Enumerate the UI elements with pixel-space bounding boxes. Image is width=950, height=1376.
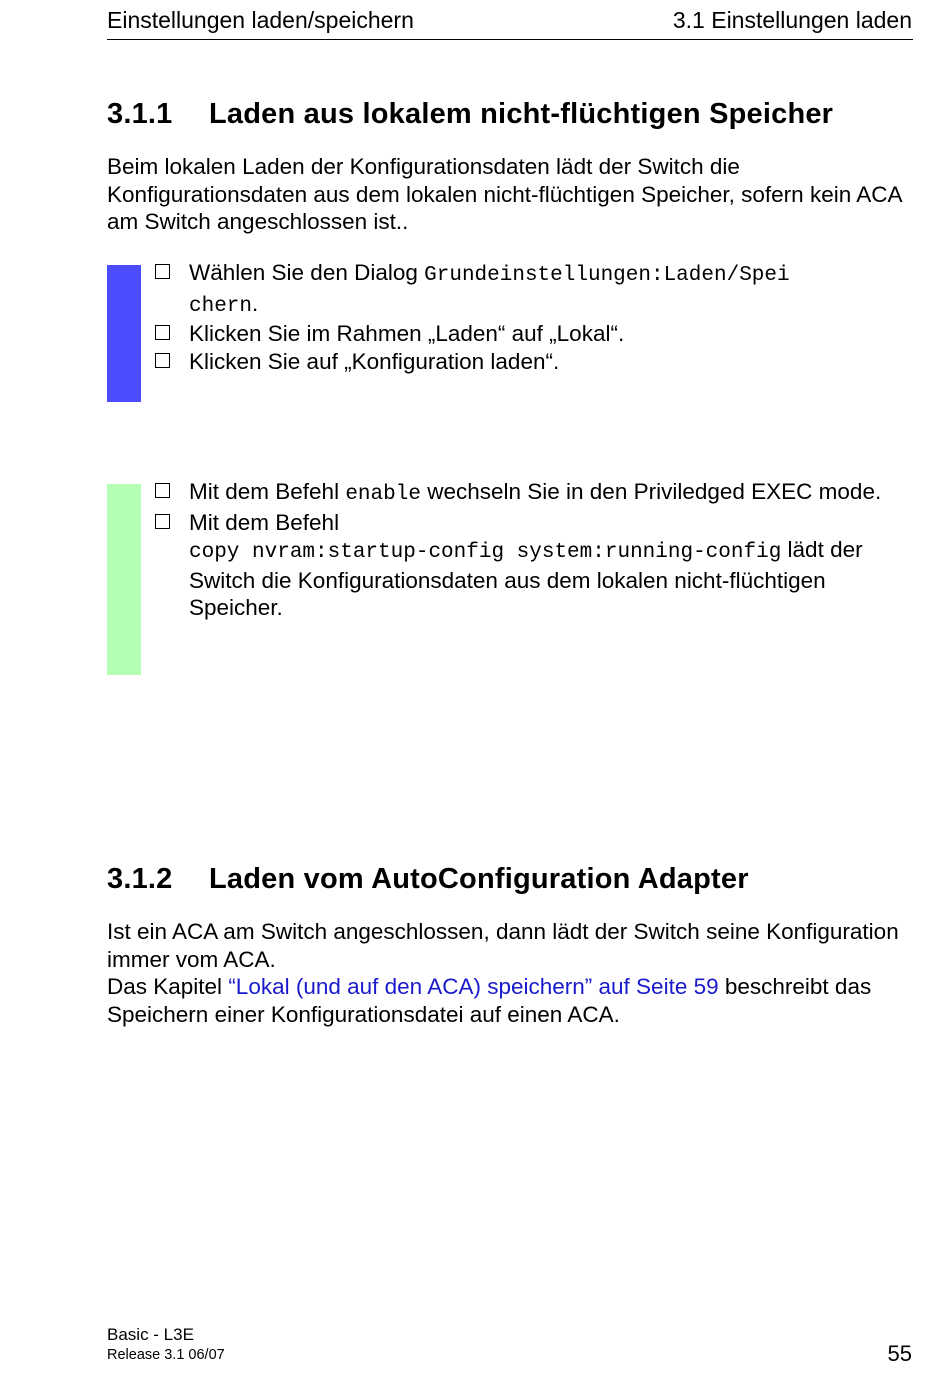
running-header-right: 3.1 Einstellungen laden — [672, 7, 912, 33]
cli-marker-bar — [107, 484, 141, 675]
section-number: 3.1.1 — [107, 98, 173, 130]
cli-steps-list — [154, 478, 914, 622]
aca-paragraph-line2: Das Kapitel “Lokal (und auf den ACA) speichern” auf Seite 59 beschreibt das Speichern einer Konfigurationsdatei auf einen ACA. — [107, 974, 872, 1027]
web-steps-list — [154, 259, 914, 375]
web-step-3: Klicken Sie auf „Konfiguration laden“. — [154, 348, 914, 376]
checkbox-icon — [155, 325, 170, 340]
footer-release: Release 3.1 06/07 — [107, 1347, 225, 1363]
intro-paragraph: Beim lokalen Laden der Konfigurationsdaten lädt der Switch die Konfigurationsdaten aus dem lokalen nicht-flüchtigen Speicher, sofern kein ACA am Switch angeschlossen ist.. — [107, 154, 902, 234]
checkbox-icon — [155, 514, 170, 529]
command-enable: enable — [345, 483, 421, 506]
web-step-2: Klicken Sie im Rahmen „Laden“ auf „Lokal“. — [154, 320, 914, 348]
web-interface-marker-bar — [107, 265, 141, 402]
web-step-1: Wählen Sie den Dialog Grundeinstellungen:Laden/Spei chern. — [154, 259, 914, 320]
cli-step-1: Mit dem Befehl enable wechseln Sie in den Priviledged EXEC mode. — [154, 478, 914, 509]
aca-paragraph-line1: Ist ein ACA am Switch angeschlossen, dann lädt der Switch seine Konfiguration immer vom ACA. — [107, 919, 899, 972]
footer-product: Basic - L3E — [107, 1325, 194, 1344]
cli-step-2: Mit dem Befehl copy nvram:startup-config system:running-config lädt der Switch die Konfigurationsdaten aus dem lokalen nicht-flüchtigen Speicher. — [154, 509, 914, 622]
dialog-path: Grundeinstellungen:Laden/Spei chern — [189, 264, 790, 318]
page-number: 55 — [887, 1341, 912, 1366]
checkbox-icon — [155, 264, 170, 279]
cross-reference-link[interactable]: “Lokal (und auf den ACA) speichern” auf Seite 59 — [228, 974, 719, 999]
command-copy: copy nvram:startup-config system:running-config — [189, 541, 782, 564]
checkbox-icon — [155, 353, 170, 368]
section-number: 3.1.2 — [107, 863, 173, 895]
section-heading-3-1-1 — [107, 97, 833, 131]
running-header-left: Einstellungen laden/speichern — [107, 7, 414, 33]
section-heading-3-1-2 — [107, 862, 749, 896]
aca-paragraph — [107, 918, 913, 1028]
checkbox-icon — [155, 483, 170, 498]
header-rule — [107, 39, 913, 40]
section-title: Laden aus lokalem nicht-flüchtigen Speicher — [209, 98, 834, 130]
section-title: Laden vom AutoConfiguration Adapter — [209, 863, 749, 895]
